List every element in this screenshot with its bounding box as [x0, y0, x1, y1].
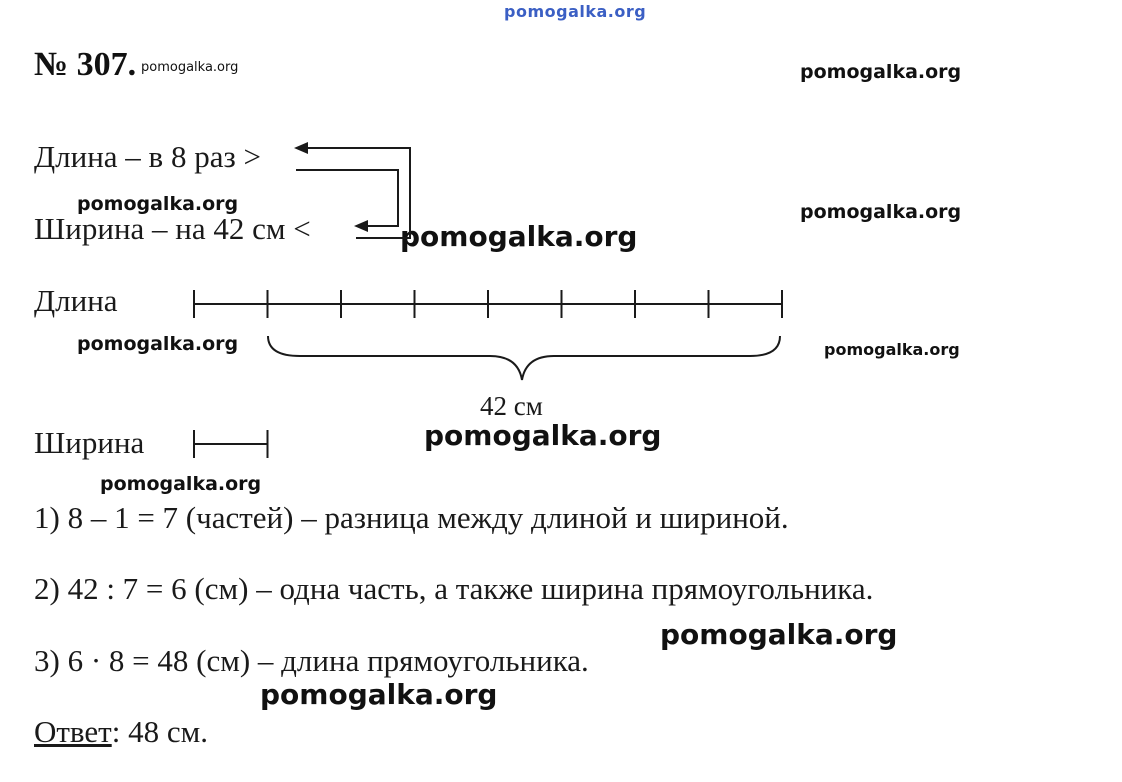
diagram-width-label: Ширина: [34, 425, 145, 460]
watermark-right-3: pomogalka.org: [824, 340, 960, 359]
watermark-left-4: pomogalka.org: [260, 678, 498, 711]
condition-length: Длина – в 8 раз >: [34, 139, 261, 174]
answer: [34, 714, 208, 750]
width-segment: [194, 430, 268, 458]
arrow-inner: [296, 170, 398, 226]
solution-step-3: 3) 6 · 8 = 48 (см) – длина прямоугольника.: [34, 643, 589, 678]
solution-step-1: 1) 8 – 1 = 7 (частей) – разница между длиной и шириной.: [34, 500, 789, 535]
watermark-right-4: pomogalka.org: [660, 618, 898, 651]
watermark-left-2: pomogalka.org: [77, 333, 239, 355]
watermark-left-3: pomogalka.org: [100, 473, 262, 495]
watermark-left-1: pomogalka.org: [77, 193, 239, 215]
brace-icon: [268, 336, 780, 380]
watermark-small: pomogalka.org: [141, 60, 239, 75]
diagram-length-label: Длина: [34, 283, 118, 318]
answer-label: Ответ: [34, 714, 112, 749]
watermark-right-1: pomogalka.org: [800, 61, 962, 83]
arrowhead-bottom-icon: [354, 220, 368, 232]
watermark-center-2: pomogalka.org: [424, 419, 662, 452]
condition-width: Ширина – на 42 см <: [34, 211, 311, 246]
arrowhead-top-icon: [294, 142, 308, 154]
condition-arrows: [296, 148, 410, 238]
watermark-center-1: pomogalka.org: [400, 220, 638, 253]
answer-value: : 48 см.: [111, 714, 208, 749]
length-segment: [194, 290, 782, 318]
watermark-right-2: pomogalka.org: [800, 201, 962, 223]
watermark-top: pomogalka.org: [504, 2, 647, 21]
brace-label: 42 см: [480, 391, 543, 421]
solution-step-2: 2) 42 : 7 = 6 (см) – одна часть, а также ширина прямоугольника.: [34, 571, 874, 606]
problem-number: № 307.: [34, 46, 137, 83]
